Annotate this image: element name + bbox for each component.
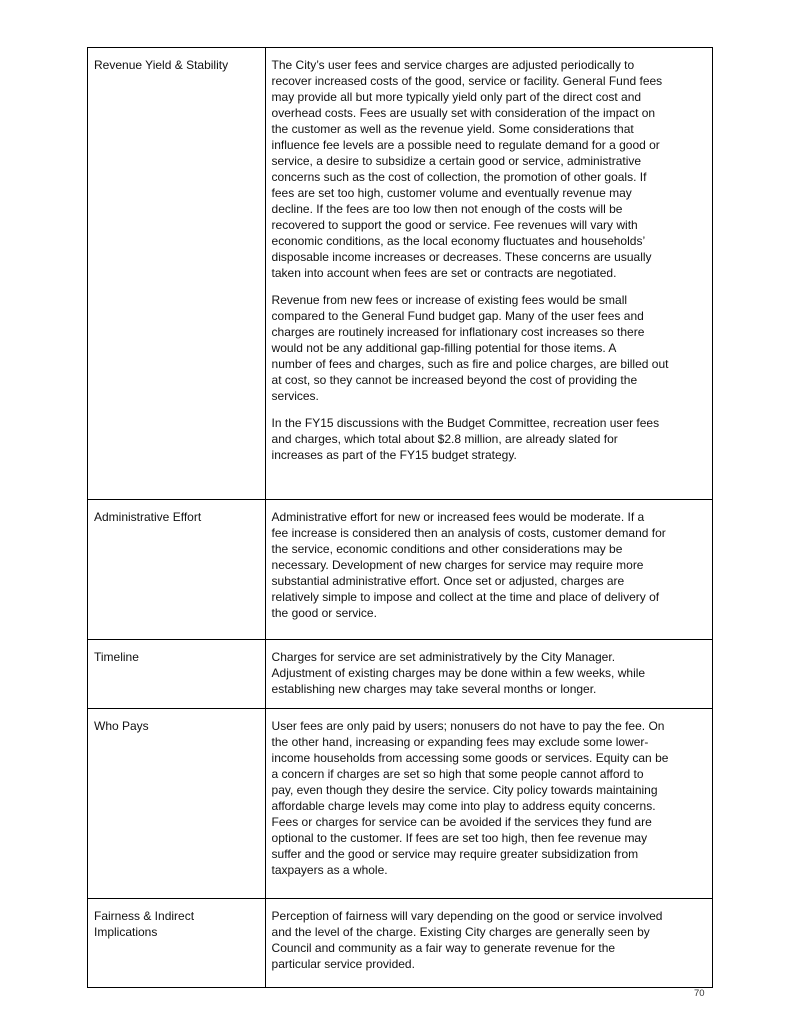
paragraph <box>272 509 706 621</box>
text-line: the good or service. <box>271 606 377 620</box>
row-content <box>265 500 712 640</box>
row-label-line: Timeline <box>94 650 139 664</box>
row-label-line: Revenue Yield & Stability <box>94 58 229 72</box>
text-line: particular service provided. <box>271 957 415 971</box>
text-line: Charges for service are set administratively by the City Manager. <box>271 650 616 664</box>
text-line: fees are set too high, customer volume and eventually revenue may <box>271 186 632 200</box>
row-content <box>265 640 712 709</box>
text-line: service, a desire to subsidize a certain good or service, administrative <box>271 154 642 168</box>
row-content <box>265 48 712 500</box>
text-line: economic conditions, as the local economy fluctuates and households’ <box>271 234 646 248</box>
text-line: Adjustment of existing charges may be done within a few weeks, while <box>271 666 646 680</box>
text-line: pay, even though they desire the service. City policy towards maintaining <box>271 783 658 797</box>
text-line: necessary. Development of new charges for service may require more <box>271 558 644 572</box>
text-line: and the level of the charge. Existing City charges are generally seen by <box>271 925 650 939</box>
text-line: The City’s user fees and service charges are adjusted periodically to <box>271 58 635 72</box>
table-row <box>88 500 713 640</box>
text-line: may provide all but more typically yield only part of the direct cost and <box>271 90 642 104</box>
policy-criteria-table <box>87 47 713 988</box>
text-line: relatively simple to impose and collect at the time and place of delivery of <box>271 590 660 604</box>
row-label-line: Implications <box>94 925 158 939</box>
table-row <box>88 640 713 709</box>
text-line: influence fee levels are a possible need to regulate demand for a good or <box>271 138 660 152</box>
text-line: taken into account when fees are set or contracts are negotiated. <box>271 266 617 280</box>
text-line: charges are routinely increased for inflationary cost increases so there <box>271 325 645 339</box>
text-line: Fees or charges for service can be avoided if the services they fund are <box>271 815 652 829</box>
text-line: the other hand, increasing or expanding fees may exclude some lower- <box>271 735 649 749</box>
text-line: optional to the customer. If fees are set too high, then fee revenue may <box>271 831 648 845</box>
table-row <box>88 899 713 988</box>
page-number: 70 <box>694 988 705 999</box>
row-label <box>88 640 266 709</box>
row-label <box>88 48 266 500</box>
table-row <box>88 709 713 899</box>
text-line: disposable income increases or decreases. These concerns are usually <box>271 250 652 264</box>
text-line: Administrative effort for new or increased fees would be moderate. If a <box>271 510 645 524</box>
row-label-line: Fairness & Indirect <box>94 909 195 923</box>
table-row <box>88 48 713 500</box>
text-line: overhead costs. Fees are usually set with consideration of the impact on <box>271 106 656 120</box>
text-line: Council and community as a fair way to generate revenue for the <box>271 941 616 955</box>
text-line: In the FY15 discussions with the Budget Committee, recreation user fees <box>271 416 660 430</box>
text-line: substantial administrative effort. Once set or adjusted, charges are <box>271 574 625 588</box>
row-content <box>265 899 712 988</box>
text-line: taxpayers as a whole. <box>271 863 388 877</box>
text-line: compared to the General Fund budget gap. Many of the user fees and <box>271 309 644 323</box>
text-line: income households from accessing some goods or services. Equity can be <box>271 751 669 765</box>
text-line: decline. If the fees are too low then not enough of the costs will be <box>271 202 623 216</box>
row-label <box>88 709 266 899</box>
paragraph <box>272 649 706 697</box>
text-line: User fees are only paid by users; nonusers do not have to pay the fee. On <box>271 719 665 733</box>
text-line: a concern if charges are set so high that some people cannot afford to <box>271 767 644 781</box>
paragraph <box>272 292 706 404</box>
row-content <box>265 709 712 899</box>
text-line: would not be any additional gap-filling potential for those items. A <box>271 341 617 355</box>
paragraph <box>272 718 706 878</box>
text-line: fee increase is considered then an analysis of costs, customer demand for <box>271 526 666 540</box>
text-line: services. <box>271 389 319 403</box>
row-label <box>88 899 266 988</box>
text-line: at cost, so they cannot be increased beyond the cost of providing the <box>271 373 638 387</box>
paragraph <box>272 908 706 972</box>
text-line: recover increased costs of the good, service or facility. General Fund fees <box>271 74 663 88</box>
text-line: the service, economic conditions and other considerations may be <box>271 542 623 556</box>
text-line: Perception of fairness will vary depending on the good or service involved <box>271 909 663 923</box>
row-label <box>88 500 266 640</box>
row-label-line: Administrative Effort <box>94 510 202 524</box>
text-line: suffer and the good or service may require greater subsidization from <box>271 847 639 861</box>
text-line: number of fees and charges, such as fire and police charges, are billed out <box>271 357 669 371</box>
text-line: concerns such as the cost of collection, the promotion of other goals. If <box>271 170 647 184</box>
text-line: recovered to support the good or service. Fee revenues will vary with <box>271 218 638 232</box>
paragraph <box>272 57 706 281</box>
text-line: affordable charge levels may come into play to address equity concerns. <box>271 799 656 813</box>
paragraph <box>272 415 706 463</box>
text-line: Revenue from new fees or increase of existing fees would be small <box>271 293 628 307</box>
text-line: establishing new charges may take several months or longer. <box>271 682 597 696</box>
text-line: and charges, which total about $2.8 million, are already slated for <box>271 432 618 446</box>
text-line: the customer as well as the revenue yield. Some considerations that <box>271 122 634 136</box>
row-label-line: Who Pays <box>94 719 149 733</box>
text-line: increases as part of the FY15 budget strategy. <box>271 448 517 462</box>
